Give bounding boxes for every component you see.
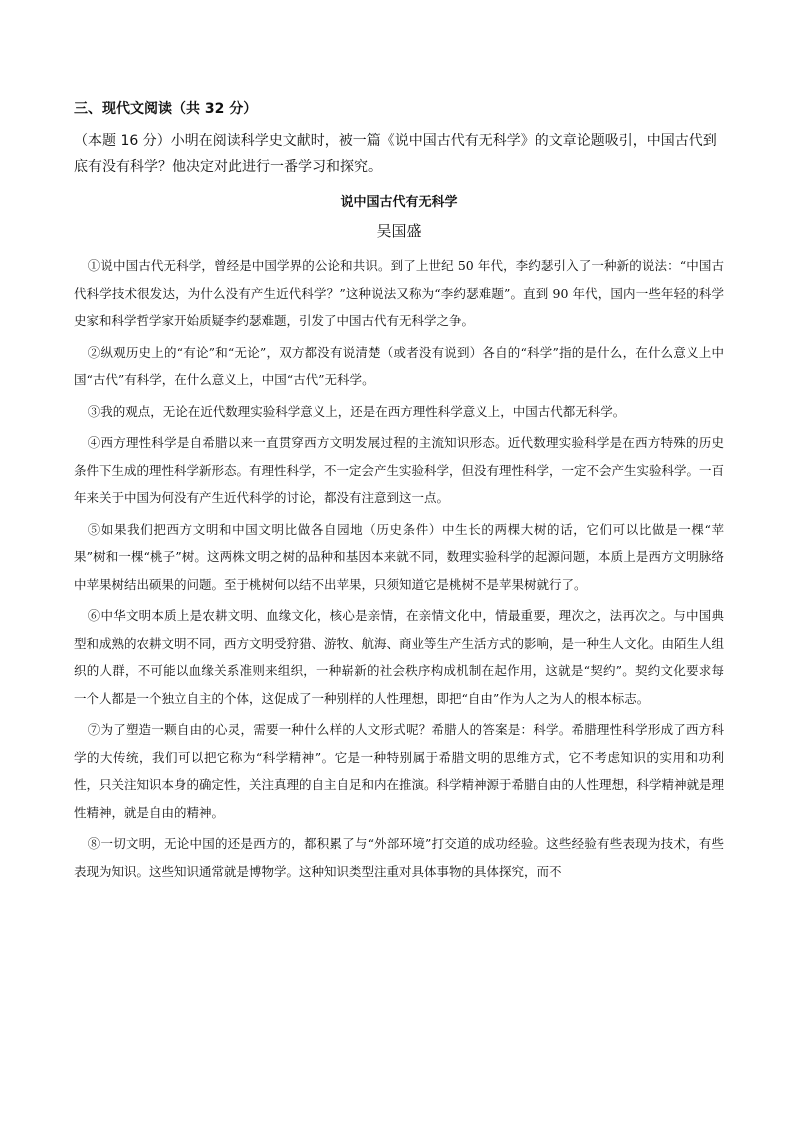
article-paragraph-7: ⑦为了塑造一颗自由的心灵，需要一种什么样的人文形式呢？希腊人的答案是：科学。希腊理性科学形成了西方科学的大传统，我们可以把它称为“科学精神”。它是一种特别属于希腊文明的思维方式，它不考虑知识的实用和功利性，只关注知识本身的确定性，关注真理的自主自足和内在推演。科学精神源于希腊自由的人性理想，科学精神就是理性精神，就是自由的精神。 <box>74 722 725 820</box>
article-paragraph-6: ⑥中华文明本质上是农耕文明、血缘文化，核心是亲情，在亲情文化中，情最重要，理次之，法再次之。与中国典型和成熟的农耕文明不同，西方文明受狩猎、游牧、航海、商业等生产生活方式的影响，是一种生人文化。由陌生人组织的人群，不可能以血缘关系准则来组织，一种崭新的社会秩序构成机制在起作用，这就是“契约”。契约文化要求每一个人都是一个独立自主的个体，这促成了一种别样的人性理想，即把“自由”作为人之为人的根本标志。 <box>74 608 725 706</box>
article-paragraph-3: ③我的观点，无论在近代数理实验科学意义上，还是在西方理性科学意义上，中国古代都无科学。 <box>87 403 626 419</box>
article-author: 吴国盛 <box>376 222 422 240</box>
article-paragraph-4: ④西方理性科学是自希腊以来一直贯穿西方文明发展过程的主流知识形态。近代数理实验科学是在西方特殊的历史条件下生成的理性科学新形态。有理性科学，不一定会产生实验科学，但没有理性科学，一定不会产生实验科学。一百年来关于中国为何没有产生近代科学的讨论，都没有注意到这一点。 <box>74 435 725 505</box>
article-paragraph-2: ②纵观历史上的“有论”和“无论”，双方都没有说清楚（或者没有说到）各自的“科学”指的是什么，在什么意义上中国“古代”有科学，在什么意义上，中国“古代”无科学。 <box>74 344 724 387</box>
section-heading: 三、现代文阅读（共 32 分） <box>74 101 258 117</box>
article-paragraph-5: ⑤如果我们把西方文明和中国文明比做各自园地（历史条件）中生长的两棵大树的话，它们可以比做是一棵“苹果”树和一棵“桃子”树。这两株文明之树的品种和基因本来就不同，数理实验科学的起源问题，本质上是西方文明脉络中苹果树结出硕果的问题。至于桃树何以结不出苹果，只须知道它是桃树不是苹果树就行了。 <box>74 521 724 592</box>
article-paragraph-8: ⑧一切文明，无论中国的还是西方的，都积累了与“外部环境”打交道的成功经验。这些经验有些表现为技术，有些表现为知识。这些知识通常就是博物学。这种知识类型注重对具体事物的具体探究，而不 <box>74 836 724 879</box>
article-title: 说中国古代有无科学 <box>340 195 458 210</box>
document-page <box>74 98 724 889</box>
article-paragraph-1: ①说中国古代无科学，曾经是中国学界的公论和共识。到了上世纪 50 年代，李约瑟引入了一种新的说法：“中国古代科学技术很发达，为什么没有产生近代科学？”这种说法又称为“李约瑟难题”。直到 90 年代，国内一些年轻的科学史家和科学哲学家开始质疑李约瑟难题，引发了中国古代有无科学之争。 <box>74 258 724 328</box>
question-intro: （本题 16 分）小明在阅读科学史文献时，被一篇《说中国古代有无科学》的文章论题吸引，中国古代到底有没有科学？他决定对此进行一番学习和探究。 <box>74 133 717 175</box>
